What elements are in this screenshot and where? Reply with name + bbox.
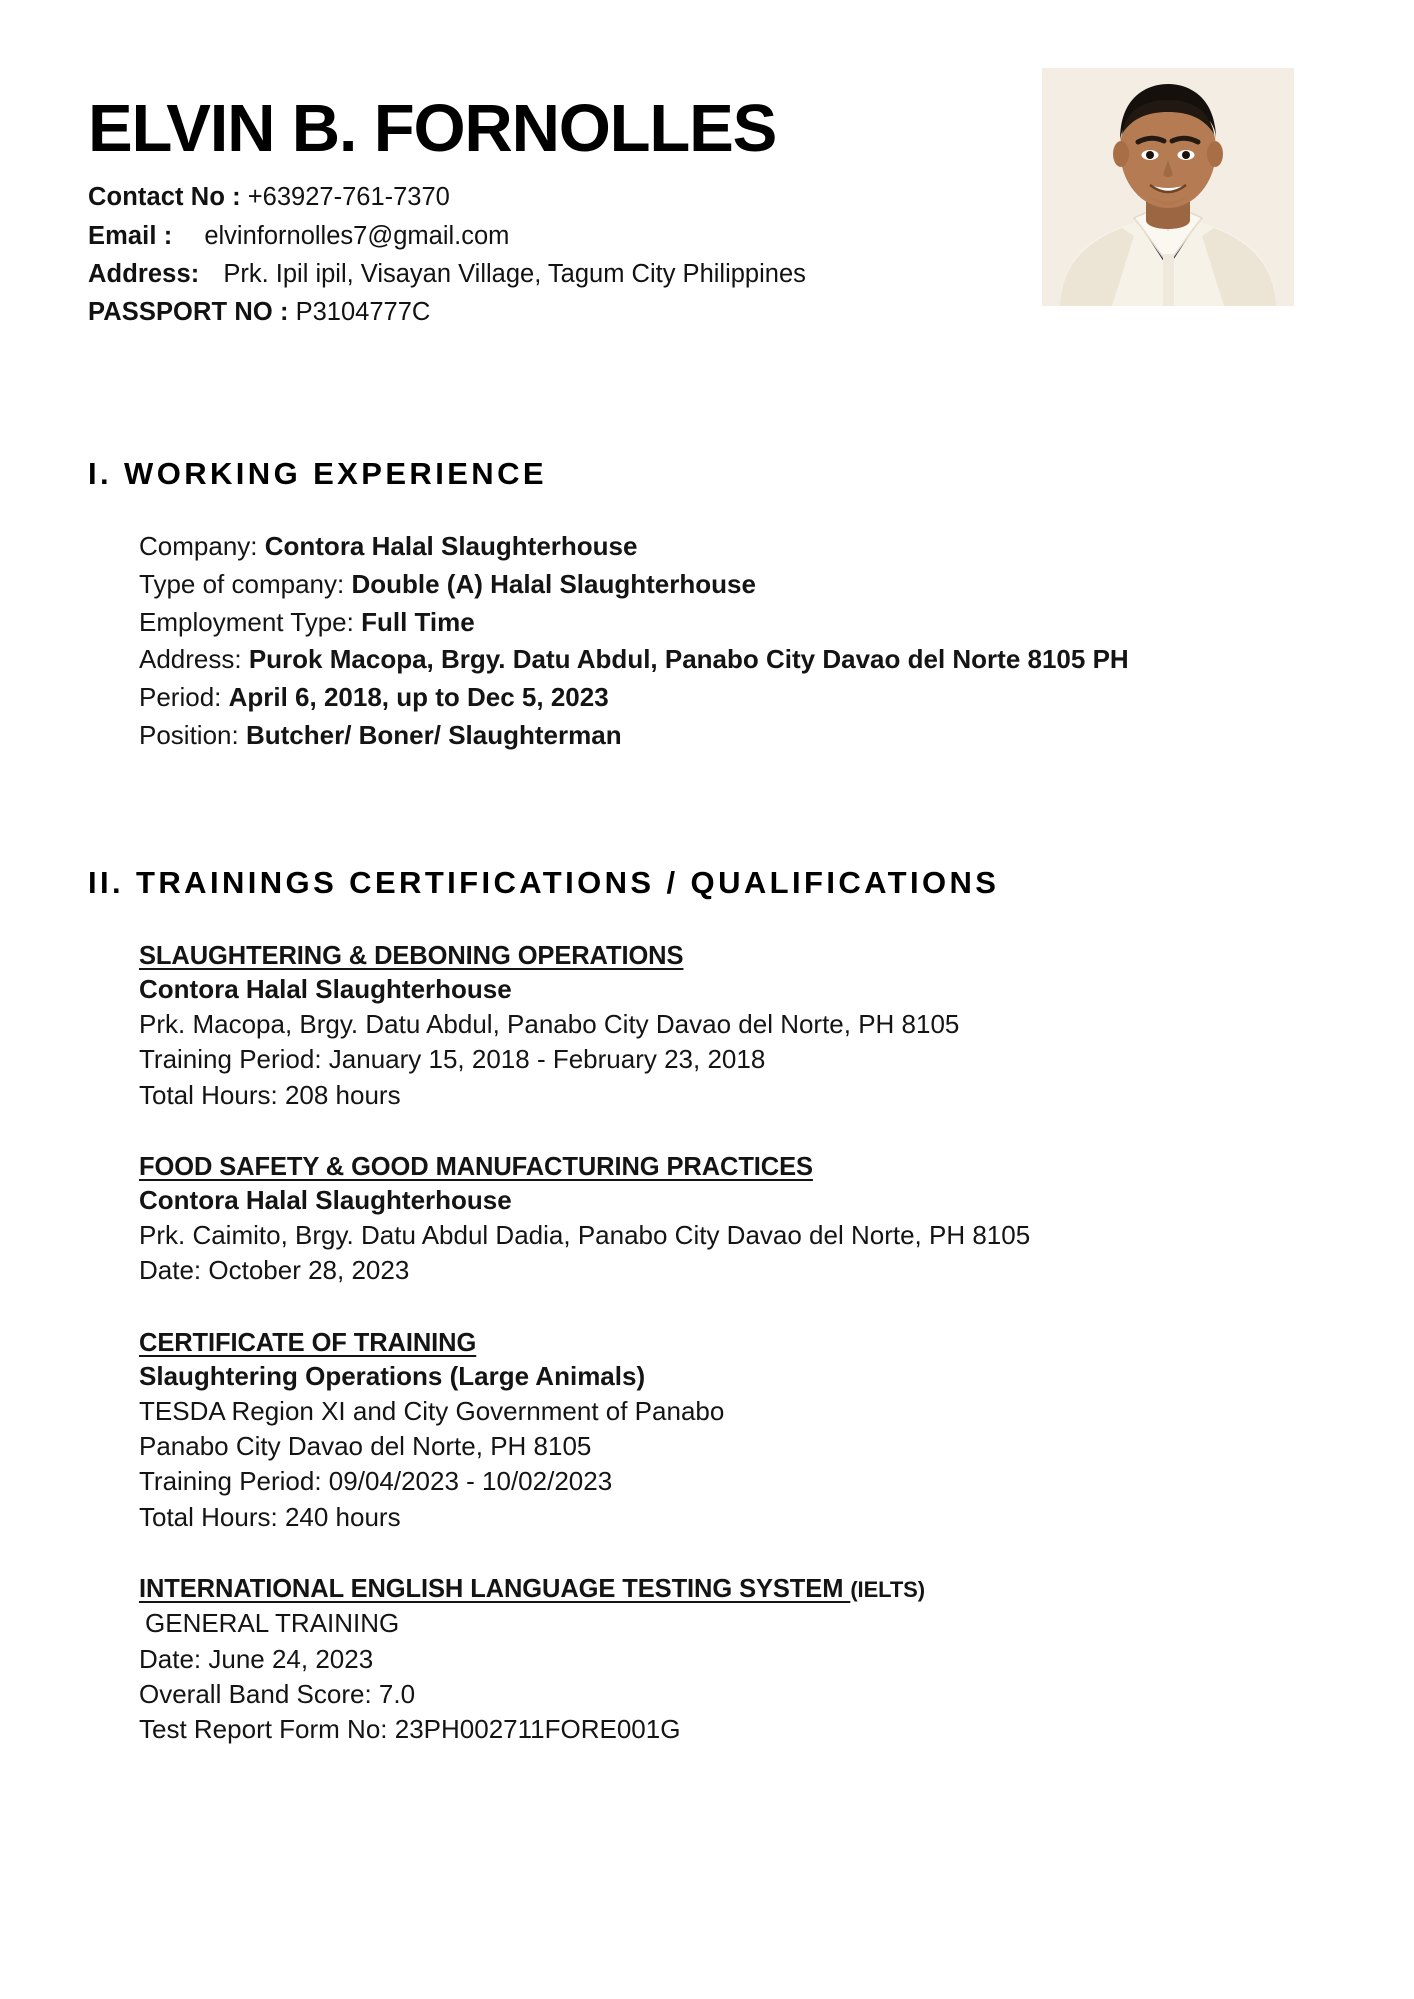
experience-label-type: Type of company: bbox=[139, 568, 352, 599]
training-title bbox=[139, 1327, 1329, 1360]
contact-label-email: Email : bbox=[88, 221, 173, 250]
experience-value-company: Contora Halal Slaughterhouse bbox=[264, 531, 638, 561]
training-title-text: SLAUGHTERING & DEBONING OPERATIONS bbox=[139, 942, 684, 970]
experience-row-address bbox=[139, 641, 1129, 679]
experience-label-company: Company: bbox=[139, 531, 265, 561]
training-block bbox=[139, 940, 1329, 1113]
training-block bbox=[139, 1151, 1329, 1289]
training-title bbox=[139, 1573, 1329, 1606]
experience-value-type: Double (A) Halal Slaughterhouse bbox=[351, 568, 756, 599]
contact-value-phone: +63927-761-7370 bbox=[247, 183, 450, 212]
experience-value-position: Butcher/ Boner/ Slaughterman bbox=[245, 720, 622, 751]
experience-value-address: Purok Macopa, Brgy. Datu Abdul, Panabo City Davao del Norte 8105 PH bbox=[248, 644, 1129, 675]
training-detail-line: TESDA Region XI and City Government of Panabo bbox=[139, 1395, 725, 1426]
section-heading-trainings: II. TRAININGS CERTIFICATIONS / QUALIFICATIONS bbox=[88, 865, 1000, 900]
training-detail-line: Overall Band Score: 7.0 bbox=[139, 1678, 416, 1709]
trainings-list bbox=[139, 940, 1329, 1748]
training-detail-line: Date: October 28, 2023 bbox=[139, 1255, 410, 1286]
contact-value-address: Prk. Ipil ipil, Visayan Village, Tagum City Philippines bbox=[223, 259, 806, 288]
training-detail-line: Date: June 24, 2023 bbox=[139, 1643, 374, 1674]
training-subtitle: Slaughtering Operations (Large Animals) bbox=[139, 1360, 646, 1391]
training-title bbox=[139, 940, 1329, 973]
experience-row-company bbox=[139, 528, 1129, 566]
training-detail-line: Prk. Macopa, Brgy. Datu Abdul, Panabo City Davao del Norte, PH 8105 bbox=[139, 1008, 960, 1039]
experience-row-type bbox=[139, 566, 1129, 604]
training-block bbox=[139, 1573, 1329, 1748]
experience-row-employment-type bbox=[139, 604, 1129, 642]
training-detail-line: GENERAL TRAINING bbox=[145, 1608, 400, 1639]
training-detail-line: Test Report Form No: 23PH002711FORE001G bbox=[139, 1714, 681, 1745]
contact-label-phone: Contact No : bbox=[88, 183, 241, 212]
training-block bbox=[139, 1327, 1329, 1535]
contact-label-passport: PASSPORT NO : bbox=[88, 297, 289, 326]
profile-photo-illustration bbox=[1042, 68, 1294, 306]
training-detail-line: Prk. Caimito, Brgy. Datu Abdul Dadia, Panabo City Davao del Norte, PH 8105 bbox=[139, 1219, 1031, 1250]
section-heading-working-experience: I. WORKING EXPERIENCE bbox=[88, 456, 547, 491]
training-title-text: FOOD SAFETY & GOOD MANUFACTURING PRACTICES bbox=[139, 1153, 813, 1182]
experience-row-period bbox=[139, 679, 1129, 717]
experience-label-position: Position: bbox=[139, 720, 246, 751]
page-title: ELVIN B. FORNOLLES bbox=[88, 91, 777, 166]
training-detail-line: Training Period: 09/04/2023 - 10/02/2023 bbox=[139, 1466, 613, 1497]
contact-value-passport: P3104777C bbox=[295, 297, 431, 326]
training-title-text: CERTIFICATE OF TRAINING bbox=[139, 1328, 477, 1357]
experience-value-employment-type: Full Time bbox=[361, 606, 475, 637]
avatar bbox=[1042, 68, 1294, 306]
training-detail-line: Total Hours: 240 hours bbox=[139, 1501, 401, 1532]
contact-label-address: Address: bbox=[88, 259, 200, 288]
training-title-text: INTERNATIONAL ENGLISH LANGUAGE TESTING SYSTEM bbox=[139, 1575, 851, 1604]
experience-label-period: Period: bbox=[139, 682, 229, 713]
working-experience-list bbox=[139, 528, 1129, 755]
training-detail-line: Total Hours: 208 hours bbox=[139, 1079, 401, 1110]
training-subtitle: Contora Halal Slaughterhouse bbox=[139, 1185, 512, 1216]
experience-label-address: Address: bbox=[139, 644, 249, 675]
training-subtitle: Contora Halal Slaughterhouse bbox=[139, 974, 512, 1005]
training-detail-line: Panabo City Davao del Norte, PH 8105 bbox=[139, 1430, 592, 1461]
training-title bbox=[139, 1151, 1329, 1184]
training-detail-line: Training Period: January 15, 2018 - February 23, 2018 bbox=[139, 1044, 766, 1075]
experience-row-position bbox=[139, 717, 1129, 755]
training-title-suffix: (IELTS) bbox=[850, 1577, 925, 1603]
contact-value-email: elvinfornolles7@gmail.com bbox=[204, 221, 510, 250]
experience-value-period: April 6, 2018, up to Dec 5, 2023 bbox=[228, 682, 609, 713]
experience-label-employment-type: Employment Type: bbox=[139, 606, 362, 637]
